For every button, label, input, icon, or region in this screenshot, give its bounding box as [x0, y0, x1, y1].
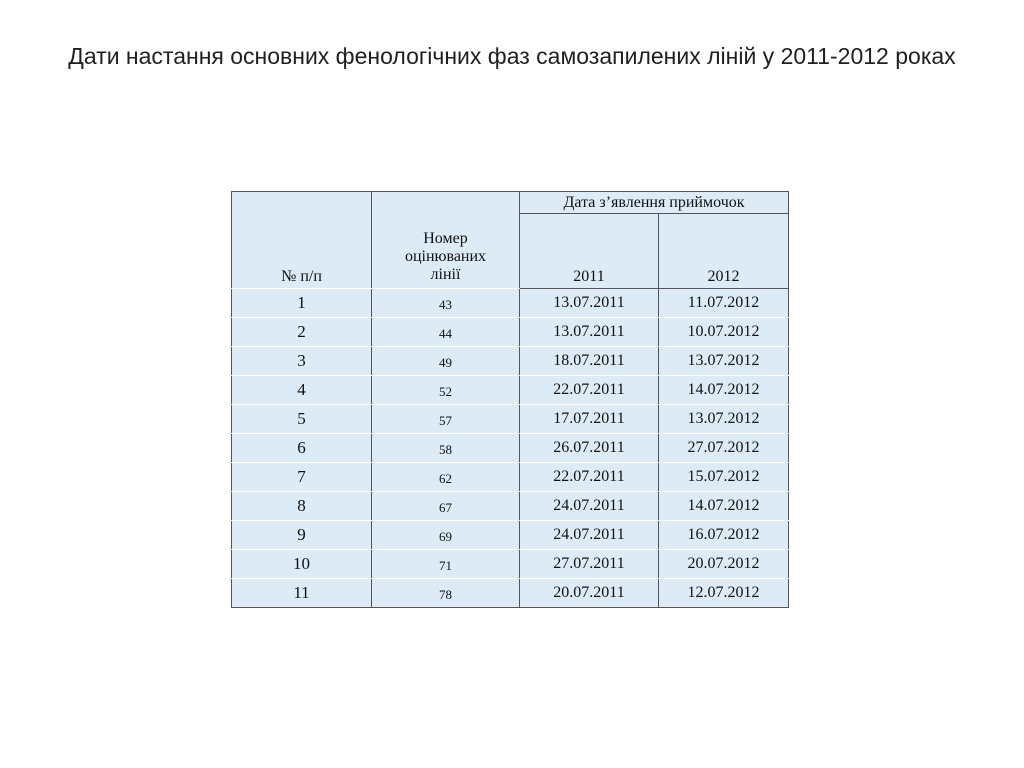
cell-date-2012: 14.07.2012 — [659, 376, 789, 405]
cell-index: 10 — [232, 550, 372, 579]
cell-line-number: 52 — [372, 376, 520, 405]
cell-index: 8 — [232, 492, 372, 521]
cell-date-2012: 13.07.2012 — [659, 405, 789, 434]
cell-date-2011: 27.07.2011 — [520, 550, 659, 579]
cell-index: 7 — [232, 463, 372, 492]
cell-line-number: 69 — [372, 521, 520, 550]
table-row — [232, 405, 789, 434]
cell-date-2012: 16.07.2012 — [659, 521, 789, 550]
cell-date-2012: 10.07.2012 — [659, 318, 789, 347]
table-row — [232, 550, 789, 579]
cell-index: 1 — [232, 289, 372, 318]
cell-line-number: 58 — [372, 434, 520, 463]
cell-date-2012: 15.07.2012 — [659, 463, 789, 492]
cell-date-2011: 13.07.2011 — [520, 318, 659, 347]
header-year-2012: 2012 — [659, 214, 789, 289]
table-row — [232, 434, 789, 463]
cell-index: 9 — [232, 521, 372, 550]
header-line-number-text: Номер оцінюваних лінії — [404, 230, 487, 283]
header-date-group: Дата з’явлення приймочок — [520, 192, 789, 214]
cell-line-number: 67 — [372, 492, 520, 521]
table-row — [232, 521, 789, 550]
slide-title: Дати настання основних фенологічних фаз самозапилених ліній у 2011-2012 роках — [68, 43, 956, 69]
cell-date-2011: 24.07.2011 — [520, 521, 659, 550]
table-row — [232, 347, 789, 376]
cell-date-2012: 14.07.2012 — [659, 492, 789, 521]
table-row — [232, 492, 789, 521]
cell-index: 6 — [232, 434, 372, 463]
cell-date-2011: 18.07.2011 — [520, 347, 659, 376]
cell-date-2011: 22.07.2011 — [520, 463, 659, 492]
cell-date-2011: 17.07.2011 — [520, 405, 659, 434]
cell-index: 3 — [232, 347, 372, 376]
cell-date-2011: 26.07.2011 — [520, 434, 659, 463]
table-row — [232, 289, 789, 318]
cell-line-number: 71 — [372, 550, 520, 579]
header-line-number — [372, 192, 520, 289]
cell-line-number: 43 — [372, 289, 520, 318]
cell-date-2012: 27.07.2012 — [659, 434, 789, 463]
cell-date-2012: 11.07.2012 — [659, 289, 789, 318]
table-row — [232, 579, 789, 608]
cell-date-2012: 20.07.2012 — [659, 550, 789, 579]
cell-line-number: 78 — [372, 579, 520, 608]
cell-date-2011: 22.07.2011 — [520, 376, 659, 405]
cell-index: 4 — [232, 376, 372, 405]
cell-date-2012: 12.07.2012 — [659, 579, 789, 608]
header-year-2011: 2011 — [520, 214, 659, 289]
cell-date-2012: 13.07.2012 — [659, 347, 789, 376]
cell-date-2011: 24.07.2011 — [520, 492, 659, 521]
cell-index: 5 — [232, 405, 372, 434]
cell-index: 11 — [232, 579, 372, 608]
cell-line-number: 49 — [372, 347, 520, 376]
cell-line-number: 57 — [372, 405, 520, 434]
table-row — [232, 376, 789, 405]
header-index: № п/п — [232, 192, 372, 289]
cell-line-number: 62 — [372, 463, 520, 492]
cell-index: 2 — [232, 318, 372, 347]
phenology-table — [231, 191, 789, 608]
table-row — [232, 463, 789, 492]
cell-line-number: 44 — [372, 318, 520, 347]
table-header-row — [232, 192, 789, 214]
cell-date-2011: 20.07.2011 — [520, 579, 659, 608]
cell-date-2011: 13.07.2011 — [520, 289, 659, 318]
table-row — [232, 318, 789, 347]
table-body — [232, 289, 789, 608]
